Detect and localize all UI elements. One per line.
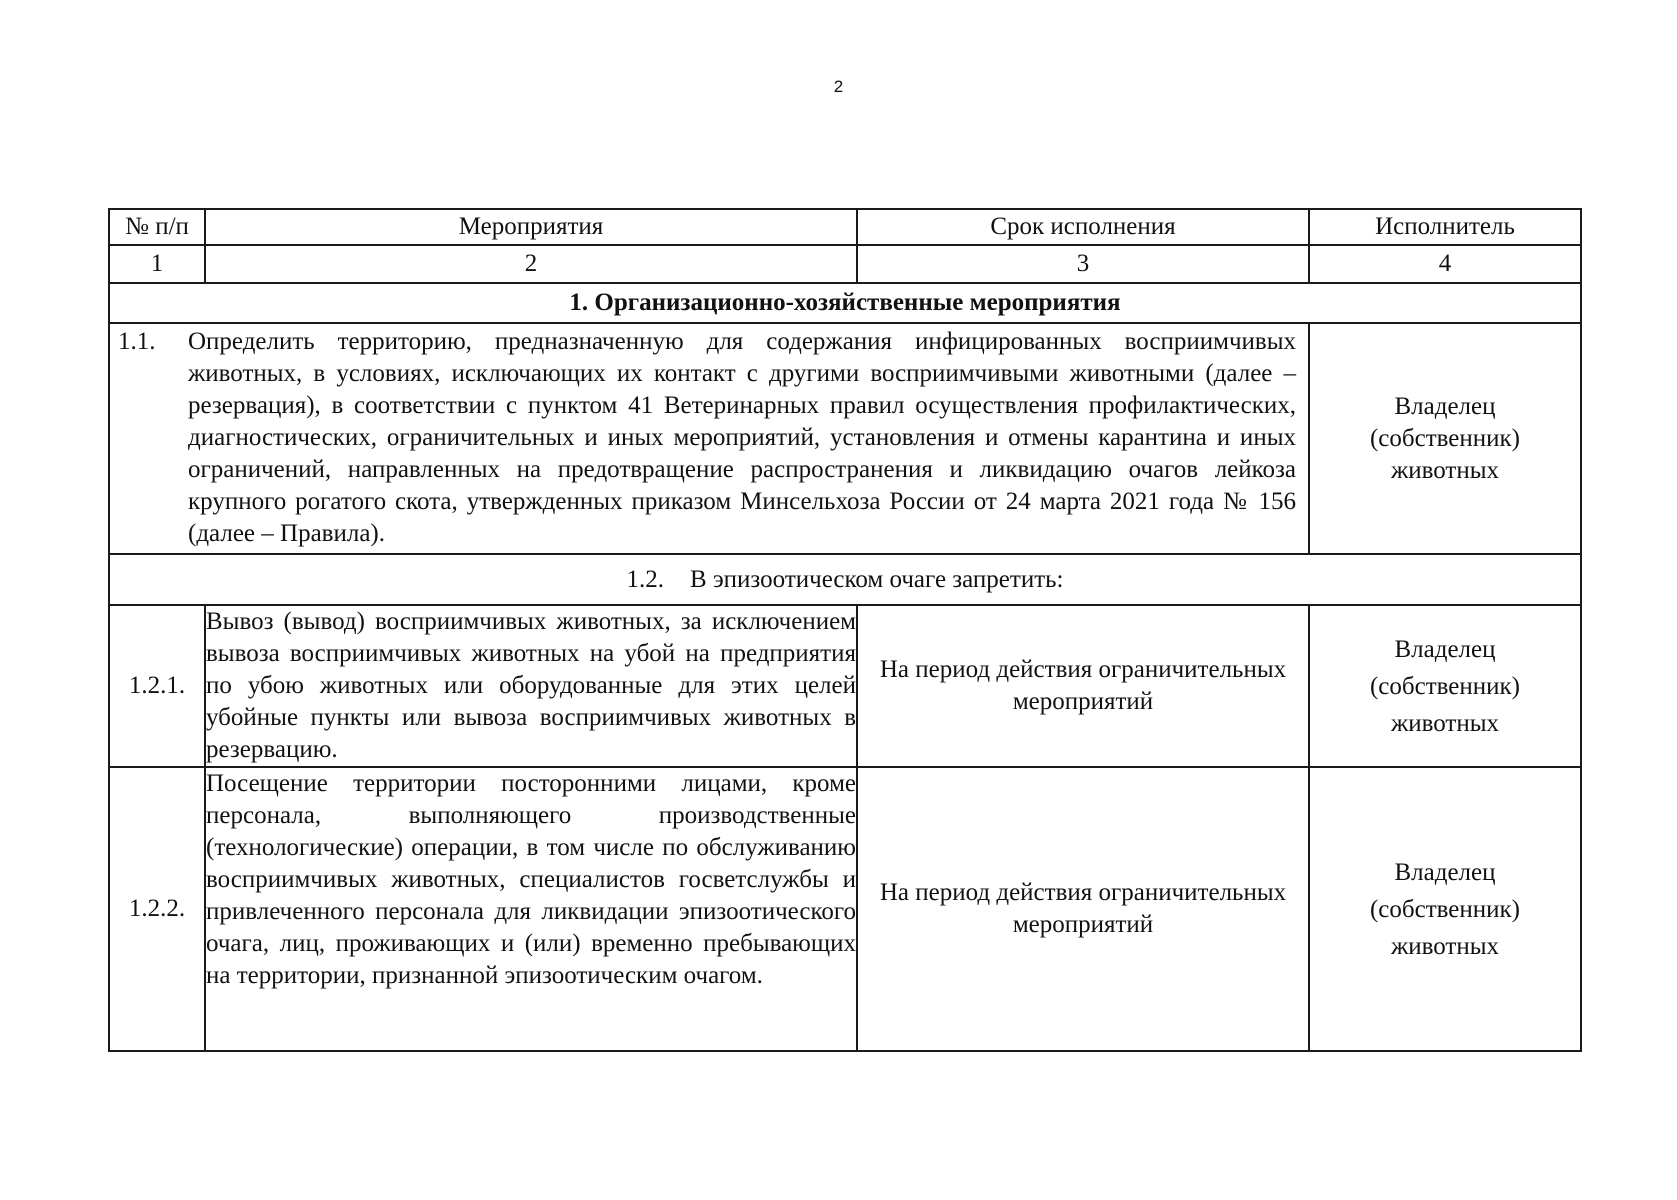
header-measures: Мероприятия: [205, 209, 857, 245]
header-number: № п/п: [109, 209, 205, 245]
table-row: [109, 767, 1581, 1051]
section-row: [109, 283, 1581, 323]
table-row: [109, 323, 1581, 554]
header-executor: Исполнитель: [1309, 209, 1581, 245]
item-1-2-1-executor: [1309, 605, 1581, 767]
column-numbers-row: [109, 245, 1581, 283]
item-1-1-number: 1.1.: [118, 328, 156, 355]
page-number: 2: [833, 77, 844, 96]
executor-line: (собственник): [1369, 895, 1521, 923]
executor-line: (собственник): [1369, 672, 1521, 700]
measures-table: [108, 208, 1582, 1052]
column-number-1: 1: [109, 245, 205, 283]
item-1-2-cell: [109, 554, 1581, 605]
header-term: Срок исполнения: [857, 209, 1309, 245]
column-number-3: 3: [857, 245, 1309, 283]
item-1-2-2-number: 1.2.2.: [109, 767, 205, 1051]
executor-line: (собственник): [1369, 424, 1521, 452]
item-1-2-text: В эпизоотическом очаге запретить:: [690, 565, 1064, 593]
executor-line: Владелец: [1394, 635, 1496, 663]
executor-line: Владелец: [1394, 858, 1496, 886]
table-header-row: [109, 209, 1581, 245]
executor-line: животных: [1390, 932, 1500, 960]
item-1-2-2-text: Посещение территории посторонними лицами, кроме персонала, выполняющего производственные (технологические) операции, в том числе по обслуживанию восприимчивых животных, специалистов госветслужбы и привлеченного персонала для ликвидации эпизоотического очага, лиц, проживающих и (или) временно пребывающих на территории, признанной эпизоотическим очагом.: [205, 767, 857, 1051]
item-1-2-2-term: На период действия ограничительных мероприятий: [857, 767, 1309, 1051]
subsection-row: [109, 554, 1581, 605]
item-1-1-text: Определить территорию, предназначенную для содержания инфицированных восприимчивых животных, в условиях, исключающих их контакт с другими восприимчивыми животными (далее – резервация), в соответствии с пунктом 41 Ветеринарных правил осуществления профилактических, диагностических, ограничительных и иных мероприятий, установления и отмены карантина и иных ограничений, направленных на предотвращение распространения и ликвидацию очагов лейкоза крупного рогатого скота, утвержденных приказом Минсельхоза России от 24 марта 2021 года № 156 (далее – Правила).: [188, 328, 1296, 547]
item-1-2-1-text: Вывоз (вывод) восприимчивых животных, за исключением вывоза восприимчивых животных на убой на предприятия по убою животных или оборудованные для этих целей убойные пункты или вывоза восприимчивых животных в резервацию.: [205, 605, 857, 767]
item-1-1-cell: [109, 323, 1309, 554]
item-1-1-executor: [1309, 323, 1581, 554]
item-1-2-1-term: На период действия ограничительных мероприятий: [857, 605, 1309, 767]
column-number-4: 4: [1309, 245, 1581, 283]
item-1-2-2-executor: [1309, 767, 1581, 1051]
item-1-2-number: 1.2.: [626, 565, 665, 593]
section-title: 1. Организационно-хозяйственные мероприятия: [109, 283, 1581, 323]
item-1-2-1-number: 1.2.1.: [109, 605, 205, 767]
executor-line: Владелец: [1394, 392, 1496, 420]
executor-line: животных: [1390, 709, 1500, 737]
table-row: [109, 605, 1581, 767]
executor-line: животных: [1390, 456, 1500, 484]
column-number-2: 2: [205, 245, 857, 283]
